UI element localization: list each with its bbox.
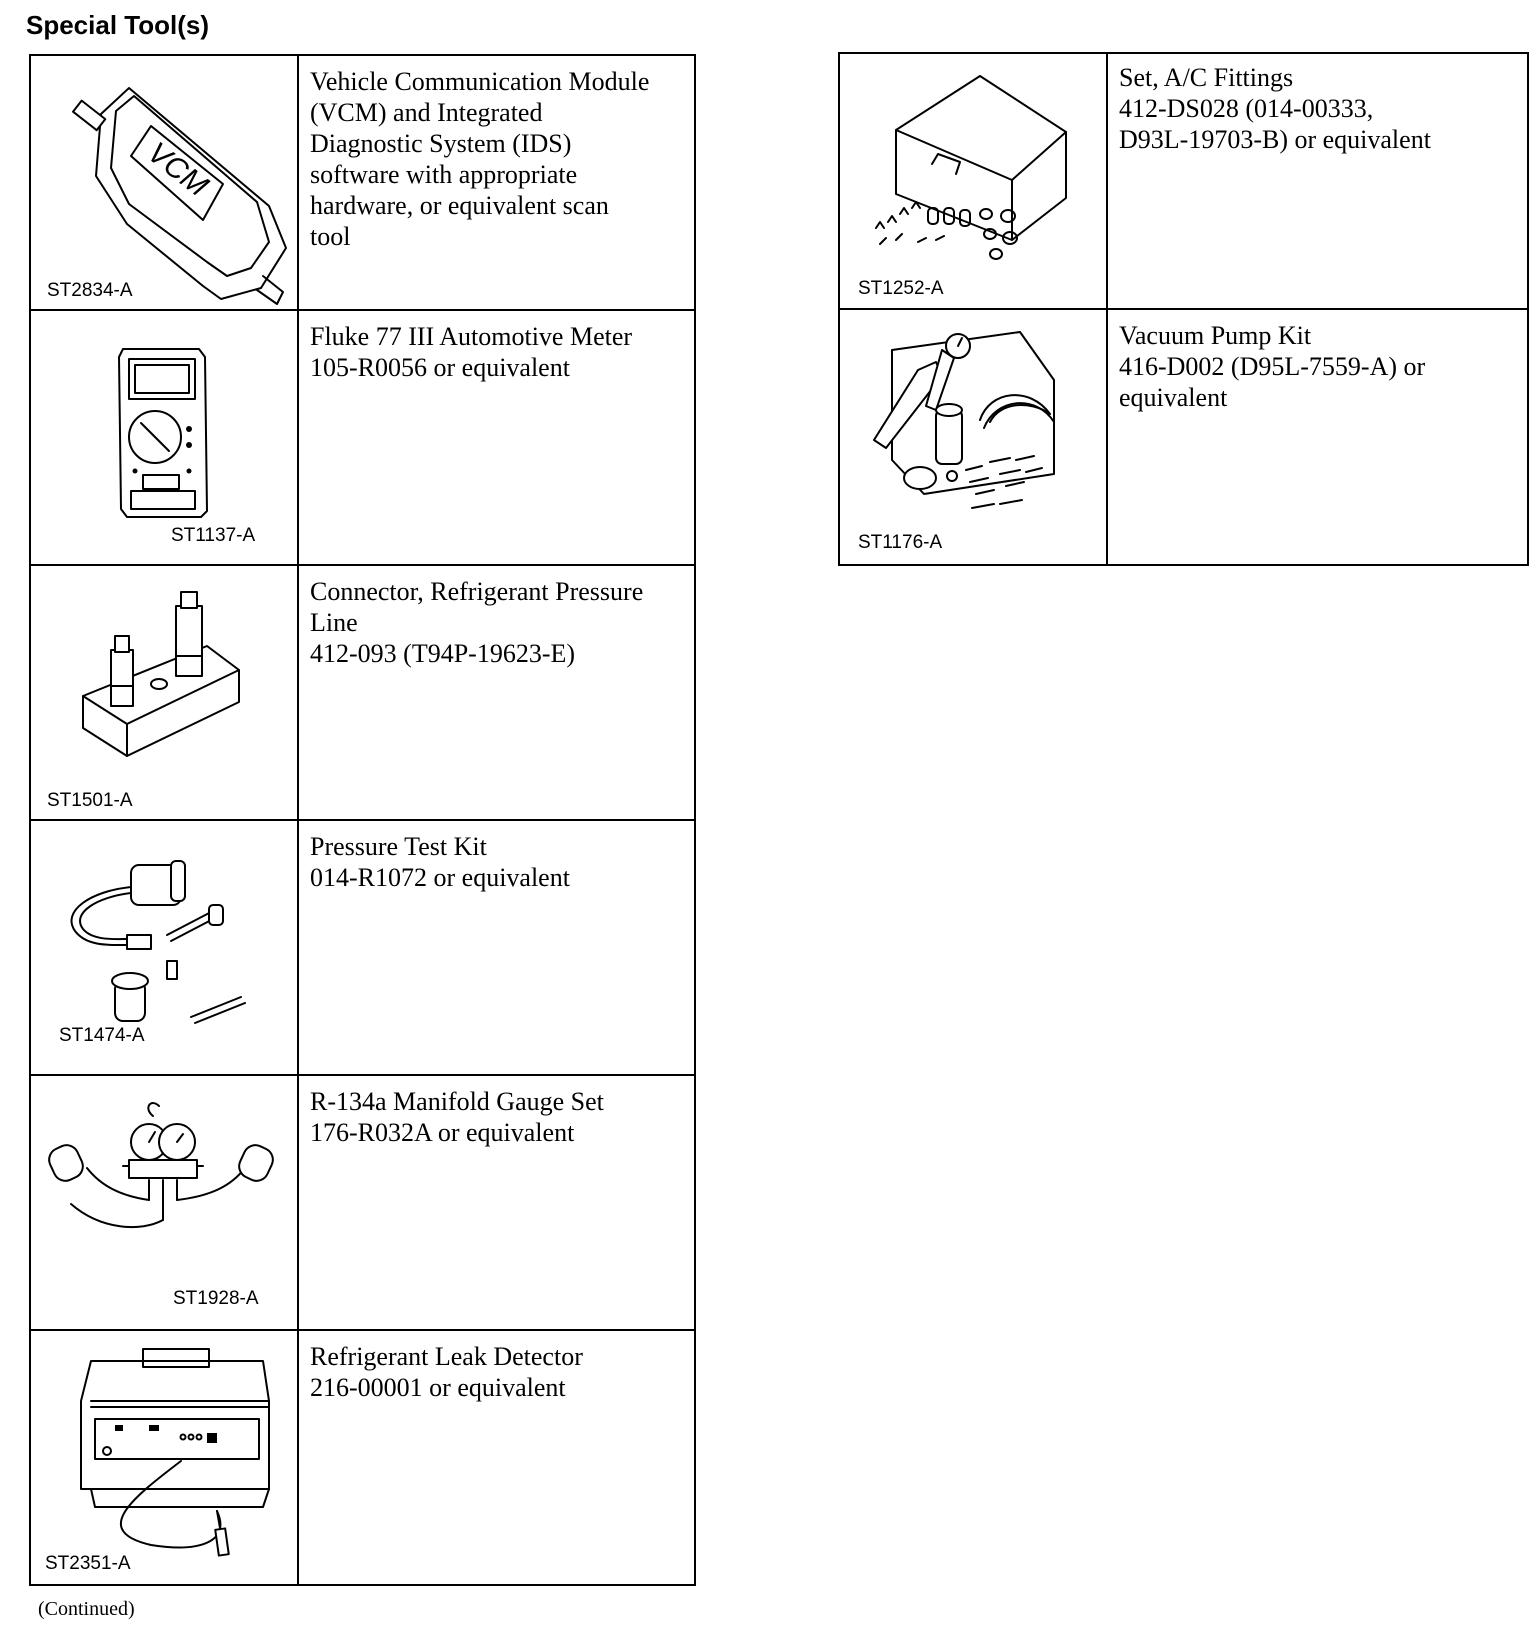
tool-code: ST1176-A xyxy=(858,532,943,553)
tool-description: Set, A/C Fittings 412-DS028 (014-00333, D93L-19703-B) or equivalent xyxy=(1107,53,1528,309)
tool-code: ST1252-A xyxy=(858,278,944,299)
tool-description: Connector, Refrigerant Pressure Line 412-093 (T94P-19623-E) xyxy=(298,565,695,820)
vacuum-pump-kit-icon xyxy=(840,310,1106,566)
tool-illustration-cell xyxy=(30,1330,298,1585)
tool-description: Refrigerant Leak Detector 216-00001 or equivalent xyxy=(298,1330,695,1585)
tool-illustration-cell xyxy=(839,309,1107,565)
table-row xyxy=(30,310,695,565)
table-row xyxy=(839,309,1528,565)
special-tools-table-right xyxy=(838,52,1529,566)
tool-illustration-cell xyxy=(30,820,298,1075)
tool-code: ST1474-A xyxy=(59,1025,145,1046)
table-row xyxy=(30,820,695,1075)
vcm-module-icon xyxy=(31,56,297,311)
special-tools-table-left xyxy=(29,54,696,1586)
page-title: Special Tool(s) xyxy=(26,10,209,40)
tool-illustration-cell xyxy=(30,565,298,820)
multimeter-icon xyxy=(31,311,297,566)
ac-fittings-case-icon xyxy=(840,54,1106,310)
table-row xyxy=(30,565,695,820)
tool-description: R-134a Manifold Gauge Set 176-R032A or equivalent xyxy=(298,1075,695,1330)
tool-code: ST1928-A xyxy=(173,1288,259,1309)
tool-code: ST2351-A xyxy=(45,1553,131,1574)
table-row xyxy=(839,53,1528,309)
tool-illustration-cell xyxy=(30,1075,298,1330)
tool-description: Fluke 77 III Automotive Meter 105-R0056 or equivalent xyxy=(298,310,695,565)
continued-note: (Continued) xyxy=(38,1598,135,1620)
pressure-line-connector-icon xyxy=(31,566,297,821)
tool-description: Vehicle Communication Module (VCM) and Integrated Diagnostic System (IDS) software with appropriate hardware, or equivalent scan tool xyxy=(298,55,695,310)
tool-illustration-cell xyxy=(30,55,298,310)
svg-text:VCM: VCM xyxy=(141,136,215,204)
tool-code: ST2834-A xyxy=(47,280,133,301)
leak-detector-icon xyxy=(31,1331,297,1586)
table-row xyxy=(30,1075,695,1330)
tool-illustration-cell xyxy=(30,310,298,565)
table-row xyxy=(30,55,695,310)
tool-illustration-cell xyxy=(839,53,1107,309)
table-row xyxy=(30,1330,695,1585)
tool-code: ST1137-A xyxy=(171,525,256,546)
tool-description: Vacuum Pump Kit 416-D002 (D95L-7559-A) or equivalent xyxy=(1107,309,1528,565)
tool-code: ST1501-A xyxy=(47,790,133,811)
tool-description: Pressure Test Kit 014-R1072 or equivalent xyxy=(298,820,695,1075)
